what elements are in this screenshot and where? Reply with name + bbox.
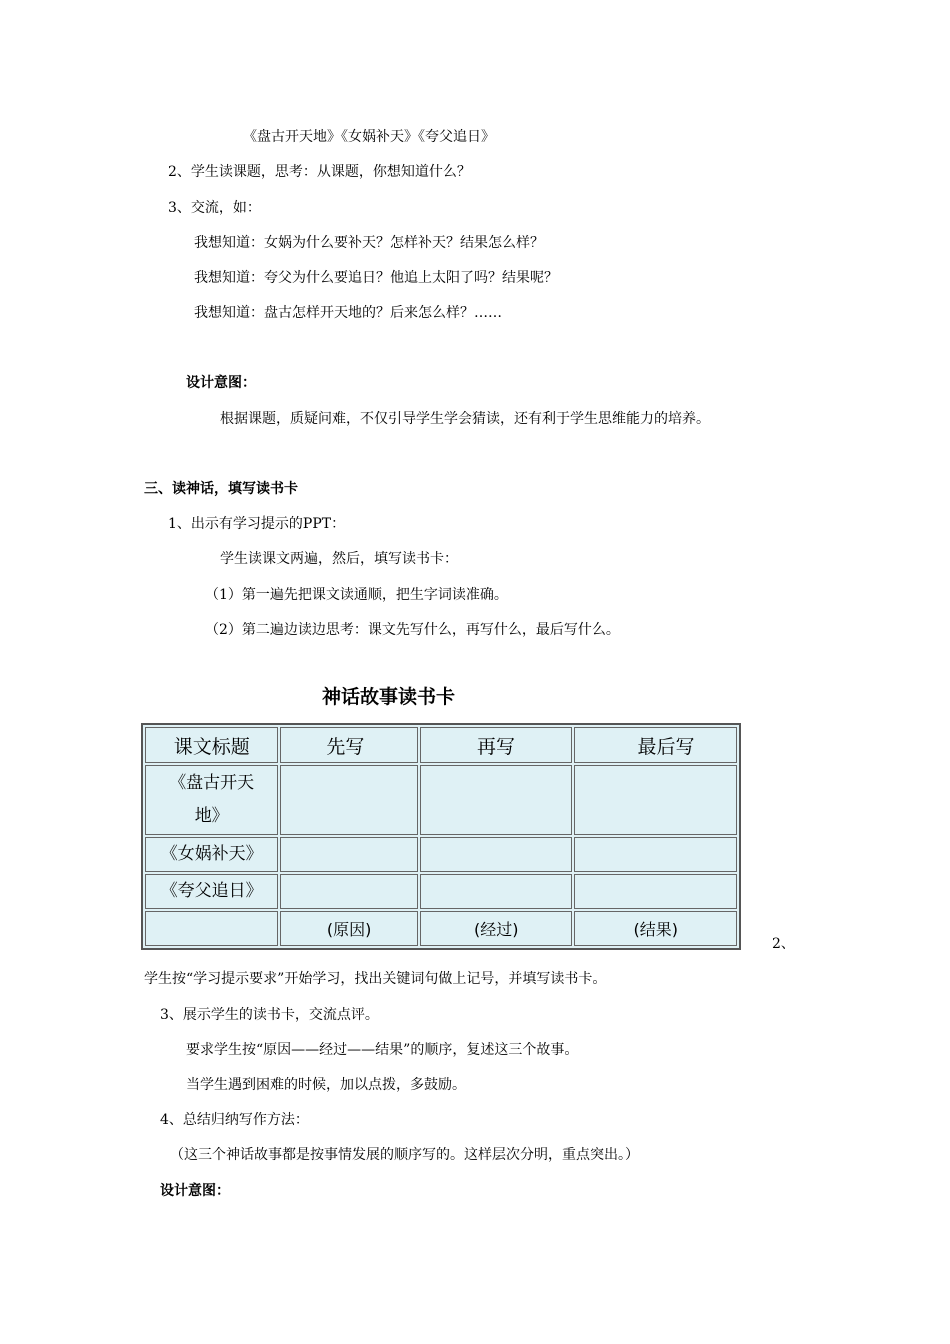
question-3-line: 我想知道：盘古怎样开天地的？后来怎么样？…… bbox=[194, 305, 502, 321]
design-intent-label-1: 设计意图： bbox=[186, 375, 256, 391]
section-3-step-3: 3、展示学生的读书卡，交流点评。 bbox=[160, 1007, 379, 1023]
table-row bbox=[145, 874, 737, 909]
reading-card-header-row bbox=[145, 727, 737, 763]
fill-cell bbox=[280, 765, 418, 835]
design-intent-text-1: 根据课题，质疑问难，不仅引导学生学会猜读，还有利于学生思维能力的培养。 bbox=[220, 411, 710, 427]
header-cell-title bbox=[145, 727, 278, 763]
step-2-line: 2、学生读课题，思考：从课题，你想知道什么？ bbox=[168, 164, 471, 180]
header-label-title: 课文标题 bbox=[173, 735, 250, 758]
story-titles-line: 《盘古开天地》《女娲补天》《夸父追日》 bbox=[243, 129, 495, 145]
section-3-heading: 三、读神话，填写读书卡 bbox=[144, 481, 298, 497]
section-3-step-2-number: 2、 bbox=[772, 936, 795, 952]
header-label-last: 最后写 bbox=[637, 735, 695, 758]
table-row bbox=[145, 837, 737, 872]
step-3-line: 3、交流，如： bbox=[168, 200, 261, 216]
fill-cell bbox=[420, 765, 573, 835]
section-3-step-2-text: 学生按“学习提示要求”开始学习，找出关键词句做上记号，并填写读书卡。 bbox=[144, 971, 607, 987]
section-3-step-4: 4、总结归纳写作方法： bbox=[160, 1112, 309, 1128]
section-3-step-1a: 学生读课文两遍，然后，填写读书卡： bbox=[220, 551, 458, 567]
header-label-first: 先写 bbox=[326, 735, 365, 758]
fill-cell bbox=[574, 765, 737, 835]
fill-cell bbox=[420, 837, 573, 872]
header-cell-last bbox=[574, 727, 737, 763]
reading-card-title: 神话故事读书卡 bbox=[322, 686, 456, 708]
section-3-step-1b: （1）第一遍先把课文读通顺，把生字词读准确。 bbox=[205, 587, 508, 603]
row-title-cell bbox=[145, 765, 278, 835]
fill-cell bbox=[280, 874, 418, 909]
question-2-line: 我想知道：夸父为什么要追日？他追上太阳了吗？结果呢？ bbox=[194, 270, 558, 286]
reading-card-footer-row bbox=[145, 911, 737, 946]
row-title-line: 地》 bbox=[194, 806, 229, 826]
footer-cell-empty bbox=[145, 911, 278, 946]
section-3-step-4a: （这三个神话故事都是按事情发展的顺序写的。这样层次分明，重点突出。） bbox=[170, 1147, 639, 1163]
fill-cell bbox=[574, 874, 737, 909]
row-title-line: 《盘古开天 bbox=[169, 773, 255, 793]
footer-cell-result: (结果) bbox=[574, 911, 737, 946]
table-row bbox=[145, 765, 737, 835]
footer-cell-process: (经过) bbox=[420, 911, 573, 946]
footer-cell-cause: (原因) bbox=[280, 911, 418, 946]
row-title-cell: 《夸父追日》 bbox=[145, 874, 278, 909]
section-3-step-1: 1、出示有学习提示的PPT： bbox=[168, 516, 346, 532]
design-intent-label-2: 设计意图： bbox=[160, 1183, 230, 1199]
header-label-then: 再写 bbox=[476, 735, 515, 758]
fill-cell bbox=[420, 874, 573, 909]
section-3-step-1c: （2）第二遍边读边思考：课文先写什么，再写什么，最后写什么。 bbox=[205, 622, 620, 638]
fill-cell bbox=[574, 837, 737, 872]
section-3-step-3a: 要求学生按“原因——经过——结果”的顺序，复述这三个故事。 bbox=[186, 1042, 579, 1058]
question-1-line: 我想知道：女娲为什么要补天？怎样补天？结果怎么样？ bbox=[194, 235, 544, 251]
header-cell-first bbox=[280, 727, 418, 763]
section-3-step-3b: 当学生遇到困难的时候，加以点拨，多鼓励。 bbox=[186, 1077, 466, 1093]
fill-cell bbox=[280, 837, 418, 872]
reading-card-table bbox=[141, 723, 741, 950]
header-cell-then bbox=[420, 727, 573, 763]
row-title-cell: 《女娲补天》 bbox=[145, 837, 278, 872]
